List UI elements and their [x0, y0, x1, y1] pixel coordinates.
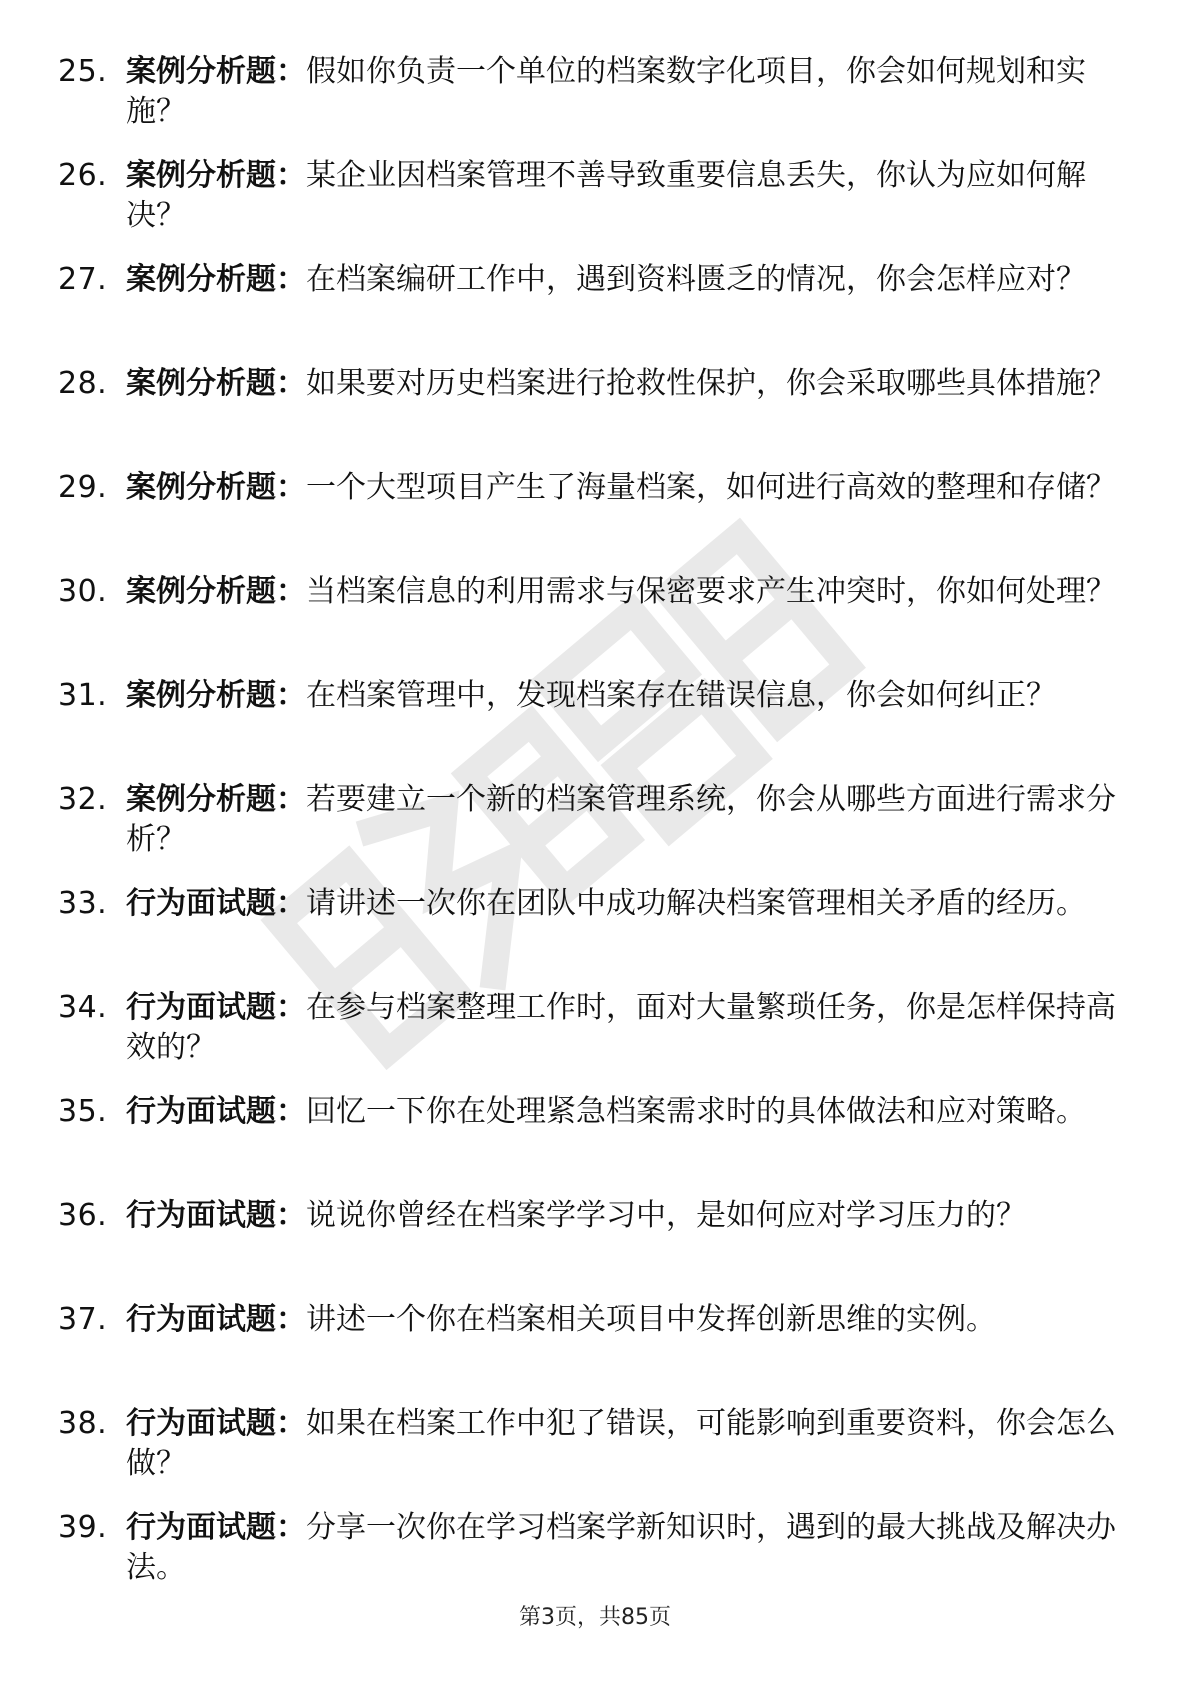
- question-number: 27.: [58, 262, 108, 297]
- question-body: 在参与档案整理工作时，面对大量繁琐任务，你是怎样保持高效的？: [126, 990, 1116, 1065]
- question-category: 案例分析题：: [126, 470, 306, 505]
- question-text: [126, 52, 1116, 132]
- question-body: 如果要对历史档案进行抢救性保护，你会采取哪些具体措施？: [306, 366, 1116, 401]
- question-category: 行为面试题：: [126, 1510, 306, 1545]
- question-item: [58, 1404, 1118, 1508]
- question-text: [126, 1196, 1116, 1236]
- question-text: [126, 1404, 1116, 1484]
- question-category: 行为面试题：: [126, 1406, 306, 1441]
- question-body: 分享一次你在学习档案学新知识时，遇到的最大挑战及解决办法。: [126, 1510, 1116, 1585]
- question-text: [126, 156, 1116, 236]
- question-number: 38.: [58, 1406, 108, 1441]
- question-category: 案例分析题：: [126, 54, 306, 89]
- question-text: [126, 572, 1116, 612]
- question-number: 28.: [58, 366, 108, 401]
- page-footer: 第3页，共85页: [519, 1605, 671, 1630]
- question-category: 行为面试题：: [126, 886, 306, 921]
- question-number: 29.: [58, 470, 108, 505]
- question-number: 36.: [58, 1198, 108, 1233]
- question-category: 案例分析题：: [126, 366, 306, 401]
- question-category: 案例分析题：: [126, 262, 306, 297]
- question-category: 行为面试题：: [126, 990, 306, 1025]
- question-number: 30.: [58, 574, 108, 609]
- question-item: [58, 1300, 1118, 1404]
- question-category: 行为面试题：: [126, 1198, 306, 1233]
- question-text: [126, 468, 1116, 508]
- question-item: [58, 676, 1118, 780]
- question-text: [126, 780, 1116, 860]
- question-category: 行为面试题：: [126, 1302, 306, 1337]
- question-number: 32.: [58, 782, 108, 817]
- question-body: 一个大型项目产生了海量档案，如何进行高效的整理和存储？: [306, 470, 1116, 505]
- question-item: [58, 1508, 1118, 1612]
- question-item: [58, 156, 1118, 260]
- question-body: 如果在档案工作中犯了错误，可能影响到重要资料，你会怎么做？: [126, 1406, 1116, 1481]
- question-text: [126, 364, 1116, 404]
- question-body: 在档案管理中，发现档案存在错误信息，你会如何纠正？: [306, 678, 1056, 713]
- question-number: 31.: [58, 678, 108, 713]
- question-category: 行为面试题：: [126, 1094, 306, 1129]
- question-number: 37.: [58, 1302, 108, 1337]
- question-item: [58, 988, 1118, 1092]
- question-item: [58, 1196, 1118, 1300]
- question-number: 26.: [58, 158, 108, 193]
- question-item: [58, 780, 1118, 884]
- question-item: [58, 52, 1118, 156]
- question-body: 说说你曾经在档案学学习中，是如何应对学习压力的？: [306, 1198, 1026, 1233]
- question-text: [126, 988, 1116, 1068]
- question-body: 若要建立一个新的档案管理系统，你会从哪些方面进行需求分析？: [126, 782, 1116, 857]
- question-item: [58, 572, 1118, 676]
- question-body: 讲述一个你在档案相关项目中发挥创新思维的实例。: [306, 1302, 996, 1337]
- question-body: 回忆一下你在处理紧急档案需求时的具体做法和应对策略。: [306, 1094, 1086, 1129]
- question-item: [58, 884, 1118, 988]
- question-item: [58, 260, 1118, 364]
- question-category: 案例分析题：: [126, 678, 306, 713]
- question-category: 案例分析题：: [126, 782, 306, 817]
- question-category: 案例分析题：: [126, 158, 306, 193]
- question-text: [126, 884, 1116, 924]
- question-text: [126, 1092, 1116, 1132]
- question-text: [126, 1300, 1116, 1340]
- question-category: 案例分析题：: [126, 574, 306, 609]
- question-number: 35.: [58, 1094, 108, 1129]
- question-body: 请讲述一次你在团队中成功解决档案管理相关矛盾的经历。: [306, 886, 1086, 921]
- question-item: [58, 468, 1118, 572]
- question-text: [126, 676, 1116, 716]
- question-body: 在档案编研工作中，遇到资料匮乏的情况，你会怎样应对？: [306, 262, 1086, 297]
- question-number: 39.: [58, 1510, 108, 1545]
- question-text: [126, 1508, 1116, 1588]
- question-number: 34.: [58, 990, 108, 1025]
- question-list: [58, 52, 1118, 1612]
- question-body: 假如你负责一个单位的档案数字化项目，你会如何规划和实施？: [126, 54, 1086, 129]
- question-number: 33.: [58, 886, 108, 921]
- question-item: [58, 364, 1118, 468]
- question-body: 某企业因档案管理不善导致重要信息丢失，你认为应如何解决？: [126, 158, 1086, 233]
- question-text: [126, 260, 1116, 300]
- question-body: 当档案信息的利用需求与保密要求产生冲突时，你如何处理？: [306, 574, 1116, 609]
- question-item: [58, 1092, 1118, 1196]
- question-number: 25.: [58, 54, 108, 89]
